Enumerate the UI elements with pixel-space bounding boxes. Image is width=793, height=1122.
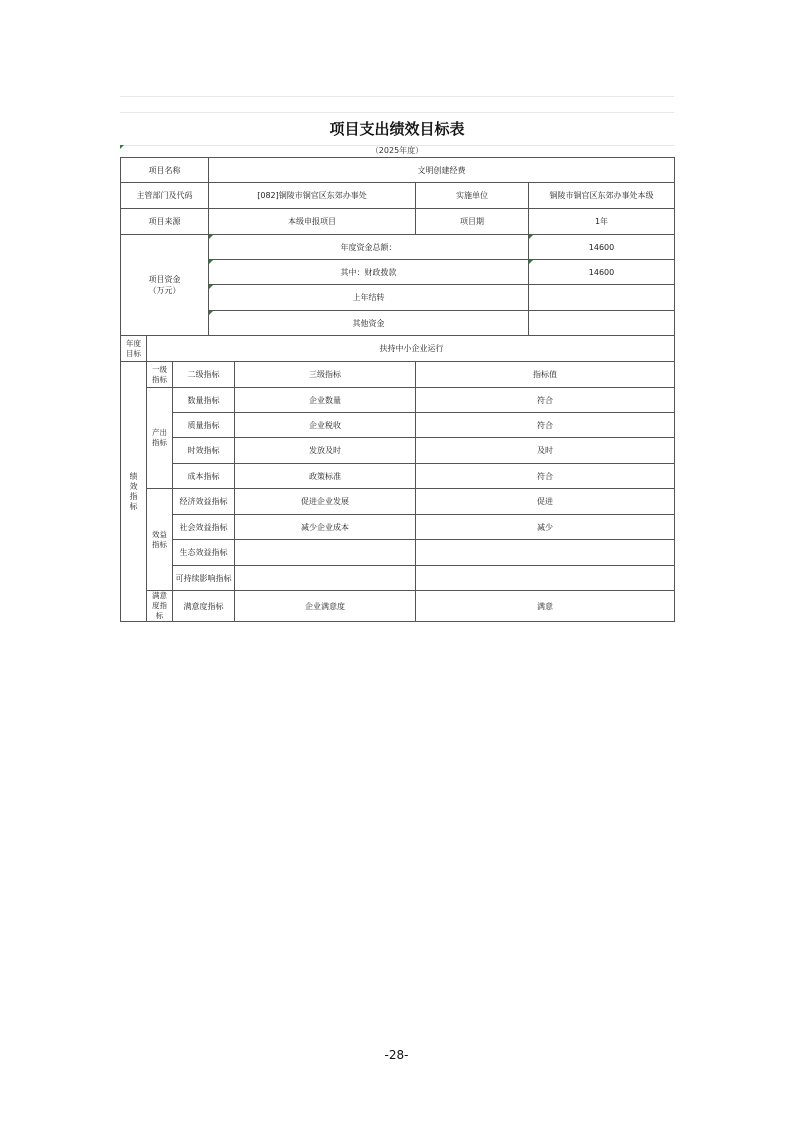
benefit-level2: 经济效益指标	[173, 489, 235, 515]
header-value: 指标值	[416, 362, 675, 388]
output-level3: 企业税收	[235, 413, 416, 438]
benefit-value	[416, 566, 675, 591]
table-row	[121, 336, 675, 362]
annual-goal-label	[121, 336, 147, 362]
period-label: 项目期	[416, 209, 529, 235]
output-label	[147, 388, 173, 489]
performance-goal-table	[120, 157, 675, 622]
header-level1	[147, 362, 173, 388]
table-row	[121, 540, 675, 566]
sheet-gridline	[120, 96, 674, 97]
output-level2: 时效指标	[173, 438, 235, 464]
satisfaction-level2: 满意度指标	[173, 591, 235, 622]
impl-value: 铜陵市铜官区东郊办事处本级	[529, 183, 675, 209]
annual-goal-label-text: 年度目标	[126, 338, 141, 358]
table-row	[121, 158, 675, 183]
document-year: （2025年度）	[370, 146, 424, 155]
table-row	[121, 235, 675, 260]
dept-label: 主管部门及代码	[121, 183, 209, 209]
output-level3: 发放及时	[235, 438, 416, 464]
funds-other-value	[529, 311, 675, 336]
header-level1-text: 一级指标	[152, 364, 167, 384]
table-row	[121, 591, 675, 622]
output-level3: 政策标准	[235, 464, 416, 489]
table-row	[121, 566, 675, 591]
funds-other-label: 其他资金	[209, 311, 529, 336]
perf-label	[121, 362, 147, 622]
benefit-level2: 可持续影响指标	[173, 566, 235, 591]
output-level2: 质量指标	[173, 413, 235, 438]
perf-label-text: 绩效指标	[129, 471, 138, 511]
output-value: 符合	[416, 413, 675, 438]
project-name-label: 项目名称	[121, 158, 209, 183]
table-row	[121, 388, 675, 413]
benefit-level2: 生态效益指标	[173, 540, 235, 566]
benefit-level2: 社会效益指标	[173, 515, 235, 540]
satisfaction-label-text: 满意度指标	[152, 591, 167, 620]
table-row	[121, 438, 675, 464]
table-row	[121, 413, 675, 438]
output-level2: 数量指标	[173, 388, 235, 413]
output-value: 符合	[416, 388, 675, 413]
document-title: 项目支出绩效目标表	[329, 120, 465, 138]
header-level3: 三级指标	[235, 362, 416, 388]
source-value: 本级申报项目	[209, 209, 416, 235]
benefit-level3: 促进企业发展	[235, 489, 416, 515]
page-number: -28-	[384, 1048, 409, 1062]
funds-fiscal-label: 其中：财政拨款	[209, 260, 529, 285]
output-level2: 成本指标	[173, 464, 235, 489]
project-name-value: 文明创建经费	[209, 158, 675, 183]
period-value: 1年	[529, 209, 675, 235]
benefit-level3: 减少企业成本	[235, 515, 416, 540]
benefit-value	[416, 540, 675, 566]
table-row	[121, 362, 675, 388]
output-value: 及时	[416, 438, 675, 464]
satisfaction-value: 满意	[416, 591, 675, 622]
benefit-value: 减少	[416, 515, 675, 540]
funds-label: 项目资金 （万元）	[121, 235, 209, 336]
output-value: 符合	[416, 464, 675, 489]
header-level2: 二级指标	[173, 362, 235, 388]
source-label: 项目来源	[121, 209, 209, 235]
satisfaction-label	[147, 591, 173, 622]
benefit-level3	[235, 540, 416, 566]
funds-total-value: 14600	[529, 235, 675, 260]
table-row	[121, 489, 675, 515]
funds-total-label: 年度资金总额：	[209, 235, 529, 260]
impl-label: 实施单位	[416, 183, 529, 209]
table-row	[121, 464, 675, 489]
benefit-value: 促进	[416, 489, 675, 515]
dept-value: [082]铜陵市铜官区东郊办事处	[209, 183, 416, 209]
output-label-text: 产出指标	[152, 428, 167, 447]
satisfaction-level3: 企业满意度	[235, 591, 416, 622]
benefit-label-text: 效益指标	[152, 529, 167, 549]
table-row	[121, 515, 675, 540]
annual-goal-value: 扶持中小企业运行	[147, 336, 675, 362]
funds-carryover-value	[529, 285, 675, 311]
benefit-label	[147, 489, 173, 591]
table-row	[121, 209, 675, 235]
funds-carryover-label: 上年结转	[209, 285, 529, 311]
table-row	[121, 183, 675, 209]
output-level3: 企业数量	[235, 388, 416, 413]
funds-fiscal-value: 14600	[529, 260, 675, 285]
benefit-level3	[235, 566, 416, 591]
